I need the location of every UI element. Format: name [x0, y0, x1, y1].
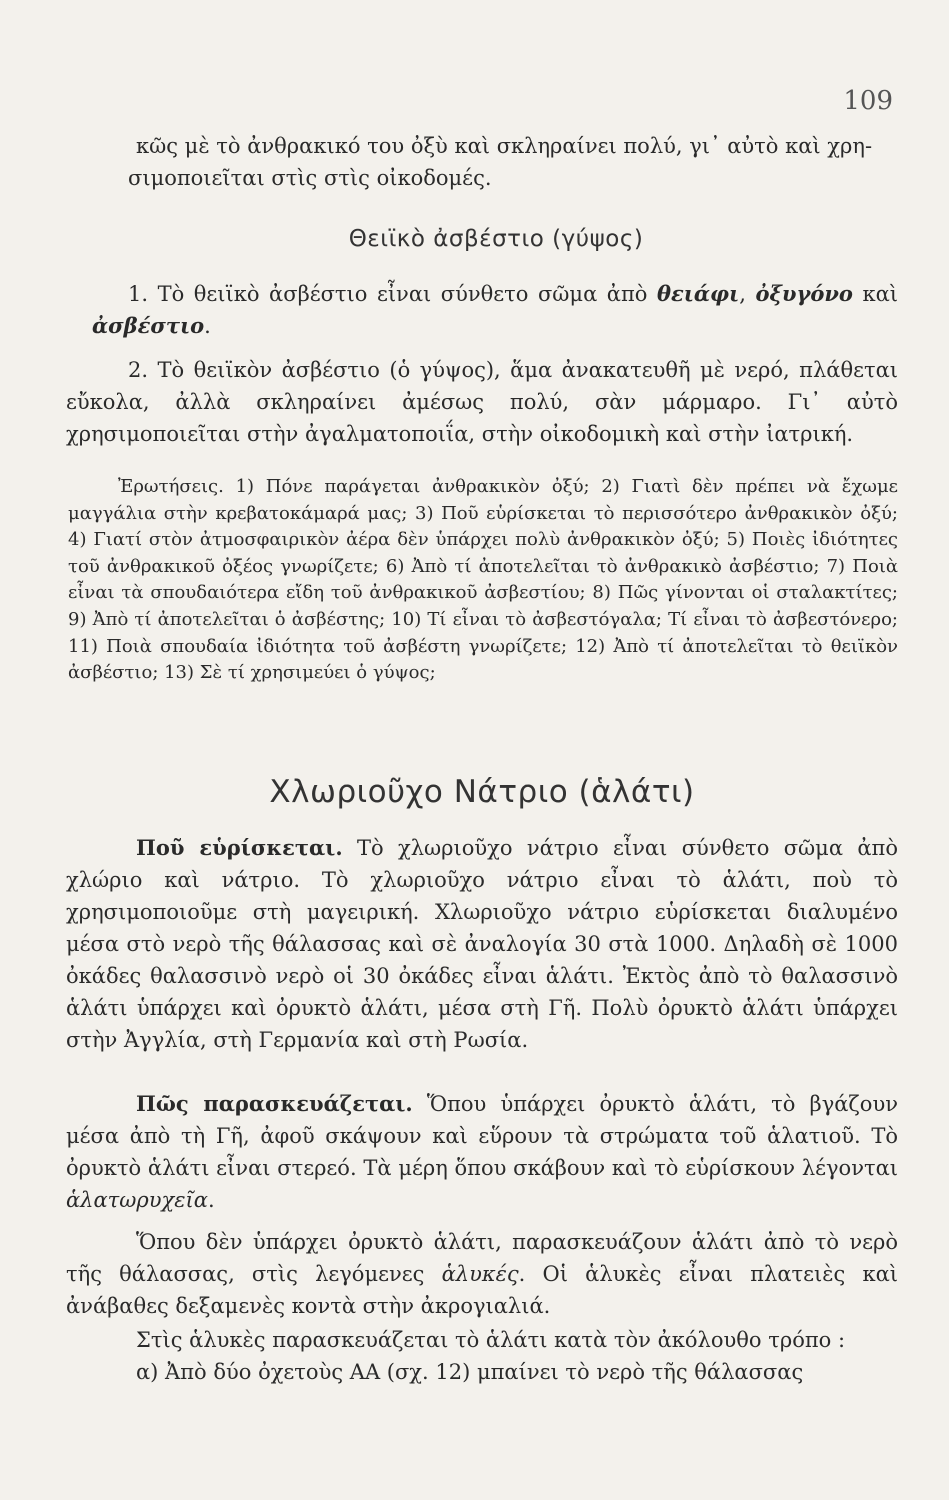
- item1-end: .: [204, 314, 211, 338]
- p2-label: Πῶς παρασκευάζεται.: [136, 1091, 413, 1116]
- section2-paragraph4: [66, 1324, 898, 1388]
- item1-term-calcium: ἀσβέστιο: [92, 313, 205, 338]
- p3-body-a: Ὅπου δὲν ὑπάρχει ὀρυκτὸ ἁλάτι, παρασκευάζουν ἁλάτι ἀπὸ τὸ νερὸ τῆς θάλασσας, στὶς λεγόμενες: [66, 1230, 898, 1286]
- item1-mid: καὶ: [862, 282, 898, 306]
- p3-text: [66, 1226, 898, 1322]
- p1-body: Τὸ χλωριοῦχο νάτριο εἶναι σύνθετο σῶμα ἀπὸ χλώριο καὶ νάτριο. Τὸ χλωριοῦχο νάτριο εἶναι τὸ ἁλάτι, ποὺ τὸ χρησιμοποιοῦμε στὴ μαγειρική. Χλωριοῦχο νάτριο εὑρίσκεται διαλυμένο μέσα στὸ νερὸ τῆς θάλασσας καὶ σὲ ἀναλογία 30 στὰ 1000. Δηλαδὴ σὲ 1000 ὀκάδες θαλασσινὸ νερὸ οἱ 30 ὀκάδες εἶναι ἁλάτι. Ἐκτὸς ἀπὸ τὸ θαλασσινὸ ἁλάτι ὑπάρχει καὶ ὀρυκτὸ ἁλάτι, μέσα στὴ Γῆ. Πολὺ ὀρυκτὸ ἁλάτι ὑπάρχει στὴν Ἀγγλία, στὴ Γερμανία καὶ στὴ Ρωσία.: [66, 836, 899, 1052]
- item1-term-oxygen: ὀξυγόνο: [755, 281, 853, 306]
- p1-text: [66, 832, 898, 1056]
- item1-prefix: 1. Τὸ θειϊκὸ ἀσβέστιο εἶναι σύνθετο σῶμα ἀπὸ: [128, 282, 657, 306]
- p4-line-1: Στὶς ἁλυκὲς παρασκευάζεται τὸ ἁλάτι κατὰ τὸν ἀκόλουθο τρόπο :: [136, 1328, 846, 1352]
- intro-line-1: κῶς μὲ τὸ ἀνθρακικό του ὀξὺ καὶ σκληραίνει πολύ, γι᾽ αὐτὸ καὶ χρη-: [136, 134, 873, 158]
- questions-block: [68, 474, 898, 687]
- p2-body: Ὅπου ὑπάρχει ὀρυκτὸ ἁλάτι, τὸ βγάζουν μέσα ἀπὸ τὴ Γῆ, ἀφοῦ σκάψουν καὶ εὕρουν τὰ στρώματα τοῦ ἁλατιοῦ. Τὸ ὀρυκτὸ ἁλάτι εἶναι στερεό. Τὰ μέρη ὅπου σκάβουν καὶ τὸ εὑρίσκουν λέγονται: [66, 1092, 898, 1180]
- section2-title: Χλωριοῦχο Νάτριο (ἁλάτι): [269, 774, 695, 810]
- section1-item2: [66, 354, 898, 450]
- questions-label: Ἐρωτήσεις.: [118, 476, 224, 497]
- item2-paragraph: 2. Τὸ θειϊκὸν ἀσβέστιο (ὁ γύψος), ἅμα ἀνακατευθῆ μὲ νερό, πλάθεται εὔκολα, ἀλλὰ σκληραίνει ἀμέσως πολύ, σὰν μάρμαρο. Γι᾽ αὐτὸ χρησιμοποιεῖται στὴν ἀγαλματοποιΐα, στὴν οἰκοδομικὴ καὶ στὴν ἰατρική.: [66, 358, 898, 446]
- section1-title-wrap: [96, 226, 896, 252]
- p1-label: Ποῦ εὑρίσκεται.: [136, 835, 343, 860]
- section2-title-wrap: [66, 774, 898, 810]
- p4-line-2: α) Ἀπὸ δύο ὀχετοὺς ΑΑ (σχ. 12) μπαίνει τὸ νερὸ τῆς θάλασσας: [136, 1360, 804, 1384]
- section2-paragraph2: [66, 1088, 898, 1216]
- section2-paragraph3: [66, 1226, 898, 1322]
- section1-title: Θειϊκὸ ἀσβέστιο (γύψος): [348, 226, 644, 252]
- p3-term: ἁλυκές: [441, 1262, 519, 1286]
- section1-item1: [92, 278, 898, 342]
- item1-paragraph: [92, 278, 898, 342]
- questions-paragraph: [68, 474, 898, 687]
- p3-body-b: . Οἱ ἁλυκὲς εἶναι πλατειὲς καὶ ἀνάβαθες δεξαμενὲς κοντὰ στὴν ἀκρογιαλιά.: [66, 1262, 898, 1318]
- section2-paragraph1: [66, 832, 898, 1056]
- questions-text: 1) Πόνε παράγεται ἀνθρακικὸν ὀξύ; 2) Γιατὶ δὲν πρέπει νὰ ἔχωμε μαγγάλια στὴν κρεβατοκάμαρά μας; 3) Ποῦ εὑρίσκεται τὸ περισσότερο ἀνθρακικὸν ὀξύ; 4) Γιατί στὸν ἀτμοσφαιρικὸν ἀέρα δὲν ὑπάρχει πολὺ ἀνθρακικὸν ὀξύ; 5) Ποιὲς ἰδιότητες τοῦ ἀνθρακικοῦ ὀξέος γνωρίζετε; 6) Ἀπὸ τί ἀποτελεῖται τὸ ἀνθρακικὸ ἀσβέστιο; 7) Ποιὰ εἶναι τὰ σπουδαιότερα εἴδη τοῦ ἀνθρακικοῦ ἀσβεστίου; 8) Πῶς γίνονται οἱ σταλακτίτες; 9) Ἀπὸ τί ἀποτελεῖται ὁ ἀσβέστης; 10) Τί εἶναι τὸ ἀσβεστόγαλα; Τί εἶναι τὸ ἀσβεστόνερο; 11) Ποιὰ σπουδαία ἰδιότητα τοῦ ἀσβέστη γνωρίζετε; 12) Ἀπὸ τί ἀποτελεῖται τὸ θειϊκὸν ἀσβέστιο; 13) Σὲ τί χρησιμεύει ὁ γύψος;: [68, 476, 898, 684]
- page-number: 109: [843, 86, 893, 116]
- p2-text: [66, 1088, 898, 1216]
- intro-paragraph: [128, 130, 898, 194]
- p2-end: .: [207, 1188, 215, 1212]
- p2-term: ἁλατωρυχεῖα: [66, 1188, 208, 1212]
- intro-line-2: σιμοποιεῖται στὶς στὶς οἰκοδομές.: [128, 166, 492, 190]
- item1-sep: ,: [739, 282, 756, 306]
- item1-term-sulfur: θειάφι: [656, 281, 740, 306]
